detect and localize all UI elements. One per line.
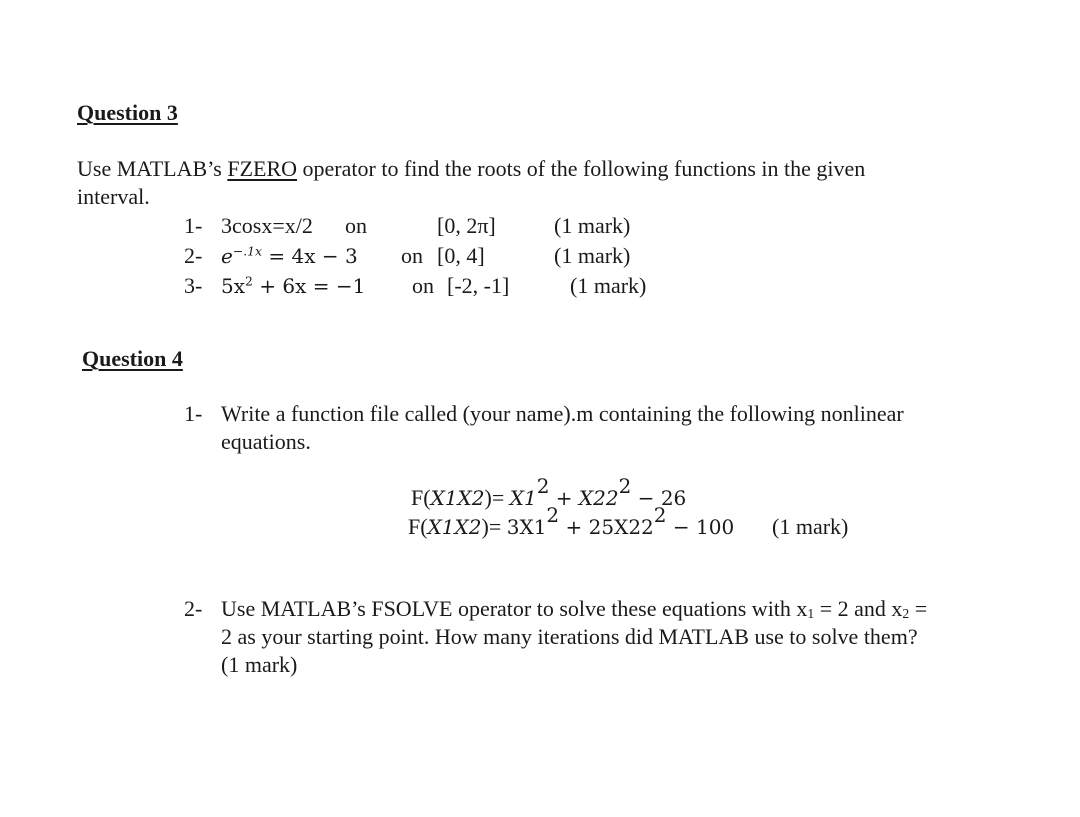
q3-item3-number: 3- — [184, 273, 203, 298]
q3-item1-interval: [0, 2π] — [437, 213, 496, 238]
eq-sup2: 2 — [618, 474, 632, 498]
eq-part-a: 5x — [221, 274, 246, 298]
q4-item1-line2: equations. — [221, 429, 311, 454]
q3-item1-number: 1- — [184, 213, 203, 238]
eq-sup1: 2 — [546, 503, 560, 527]
q3-item3-mark: (1 mark) — [570, 273, 647, 298]
q3-item2-interval: [0, 4] — [437, 243, 485, 268]
q4-item2-mark: (1 mark) — [221, 652, 298, 677]
fzero-term: FZERO — [227, 156, 298, 181]
question-3-heading: Question 3 — [77, 100, 178, 125]
line1-part-a: Use MATLAB’s FSOLVE operator to solve these equations with x — [221, 596, 808, 621]
q3-item3-interval: [-2, -1] — [447, 273, 510, 298]
q3-item2-mark: (1 mark) — [554, 243, 631, 268]
eq-close: )= — [481, 514, 507, 539]
eq-exponent: 2 — [245, 273, 253, 289]
q4-item2-line1 — [221, 595, 927, 623]
eq-rest: − 100 — [666, 515, 735, 539]
q3-item1-mark: (1 mark) — [554, 213, 631, 238]
intro-text-before: Use MATLAB’s — [77, 156, 228, 181]
eq-label: F( — [408, 514, 428, 539]
q3-item2-number: 2- — [184, 243, 203, 268]
q4-item2-number: 2- — [184, 596, 203, 621]
eq-close: )= — [484, 485, 510, 510]
line1-part-b: = 2 and x — [814, 596, 903, 621]
eq-var: X1X2 — [430, 486, 485, 510]
q3-item3-equation — [221, 272, 365, 300]
q3-item2-on: on — [401, 243, 423, 268]
question-4-heading: Question 4 — [82, 346, 183, 371]
q4-item1-number: 1- — [184, 401, 203, 426]
eq-sup1: 2 — [536, 474, 550, 498]
eq-term2: X22 — [578, 486, 619, 510]
q3-item1-equation: 3cosx=x/2 — [221, 213, 313, 238]
eq-rest: − 26 — [631, 486, 687, 510]
q4-item1-line1: Write a function file called (your name).m containing the following nonlinear — [221, 401, 904, 426]
x2-subscript: 2 — [902, 606, 910, 622]
q3-item1-on: on — [345, 213, 367, 238]
x1-subscript: 1 — [807, 606, 815, 622]
eq-label: F( — [411, 485, 431, 510]
eq-part-b: + 6x = −1 — [252, 274, 366, 298]
question-3-intro-line1 — [77, 155, 865, 183]
line1-part-c: = — [909, 596, 928, 621]
eq-sup2: 2 — [653, 503, 667, 527]
question-3-intro-line2: interval. — [77, 184, 150, 209]
eq-op: + — [559, 515, 589, 539]
eq-term1: X1 — [509, 486, 537, 510]
q3-item2-equation — [221, 242, 358, 270]
q4-equation-2 — [408, 503, 735, 541]
eq-exponent: −.1x — [232, 243, 263, 259]
eq-base: e — [221, 244, 233, 268]
eq-term1: 3X1 — [506, 515, 547, 539]
q4-item2-line2: 2 as your starting point. How many iterations did MATLAB use to solve them? — [221, 624, 918, 649]
eq-var: X1X2 — [427, 515, 482, 539]
intro-text-after: operator to find the roots of the following functions in the given — [297, 156, 866, 181]
eq-rest: = 4x − 3 — [262, 244, 358, 268]
q3-item3-on: on — [412, 273, 434, 298]
eq-term2: 25X22 — [588, 515, 654, 539]
q4-equations-mark: (1 mark) — [772, 514, 849, 539]
eq-op: + — [549, 486, 579, 510]
